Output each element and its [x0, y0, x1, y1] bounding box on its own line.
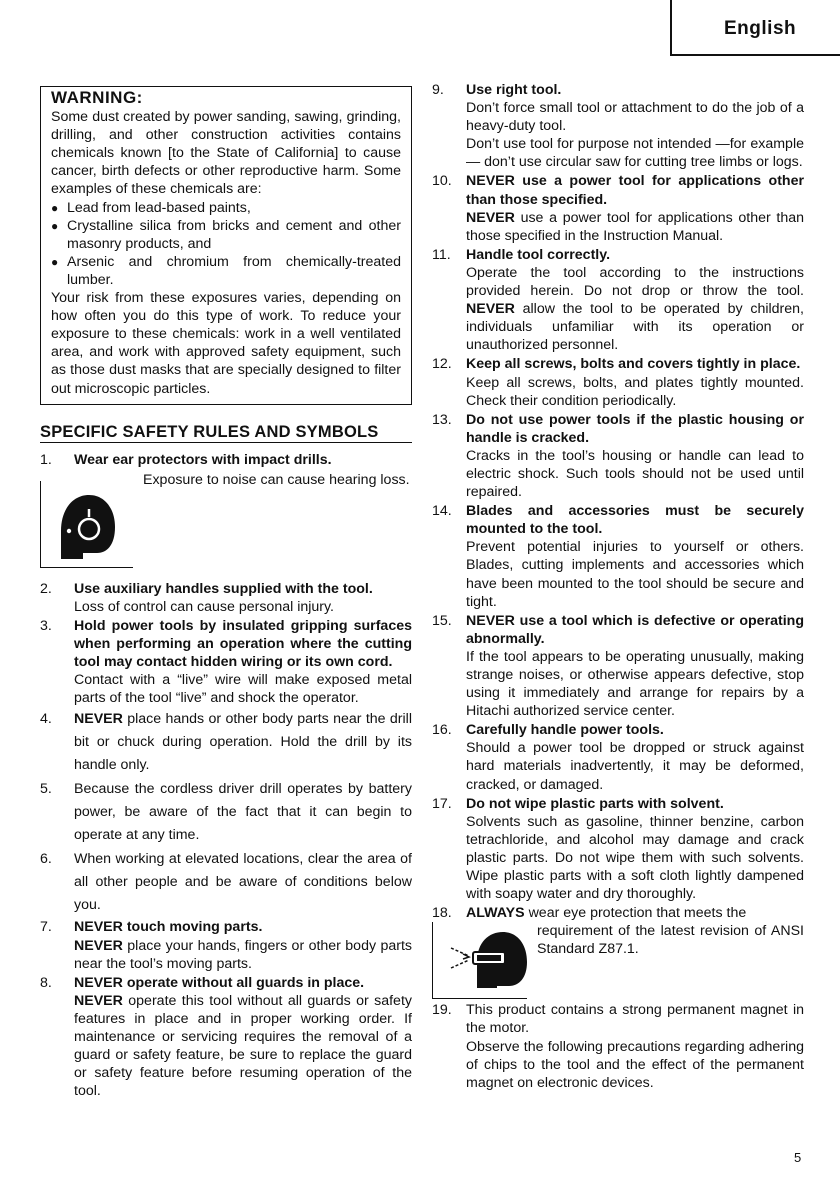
rule-item: 10. NEVER use a power tool for applications other than those specified. NEVER use a power tool for applications other than those specified in the Instruction Manual.	[432, 173, 804, 244]
rule-item: 11. Handle tool correctly. Operate the tool according to the instructions provided herein. Do not drop or throw the tool. NEVER allow the tool to be operated by children, individuals unfamiliar with its operation or unauthorized personnel.	[432, 246, 804, 354]
warning-bullet: ● Lead from lead-based paints,	[51, 199, 251, 216]
rule-item: 15. NEVER use a tool which is defective or operating abnormally. If the tool appears to be operating unusually, making strange noises, or otherwise appears defective, stop using it immediately and arrange for repairs by a Hitachi authorized service center.	[432, 612, 804, 720]
rule-item: 9. Use right tool. Don’t force small tool or attachment to do the job of a heavy-duty tool. Don’t use tool for purpose not intended —for example— don’t use circular saw for cutting tree limbs or logs.	[432, 82, 804, 171]
rule-item: 8. NEVER operate without all guards in place. NEVER operate this tool without all guards or safety features in place and in proper working order. If maintenance or servicing requires the removal of a guard or safety feature, be sure to replace the guard or safety feature before resuming operation of the tool.	[40, 974, 412, 1100]
warning-title: WARNING:	[51, 88, 143, 107]
rule-item: 6. When working at elevated locations, clear the area of all other people and be aware of conditions below you.	[40, 851, 412, 914]
rule-item: 18. ALWAYS wear eye protection that meets the requirement of the latest revision of ANSI Standard Z87.1.	[432, 904, 804, 999]
rule-item: 17. Do not wipe plastic parts with solvent. Solvents such as gasoline, thinner benzine, carbon tetrachloride, and alcohol may damage and crack plastic parts. Do not wipe them with such solvents. Wipe plastic parts with a soft cloth lightly dampened with soapy water and dry thoroughly.	[432, 795, 804, 903]
left-column	[40, 86, 412, 1100]
rule-text: requirement of the latest revision of ANSI Standard Z87.1.	[537, 923, 804, 958]
warning-intro: Some dust created by power sanding, sawing, grinding, drilling, and other construction activities contains chemicals known [to the State of California] to cause cancer, birth defects or other reproductive harm. Some examples of these chemicals are:	[51, 109, 401, 198]
right-column	[432, 80, 804, 1092]
rule-item: 19. This product contains a strong permanent magnet in the motor. Observe the following precautions regarding adhering of chips to the tool and the effect of the permanent magnet on electronic devices.	[432, 1002, 804, 1091]
rule-item: 14. Blades and accessories must be securely mounted to the tool. Prevent potential injuries to yourself or others. Blades, cutting implements and accessories which have been mounted to the tool should be secure and tight.	[432, 503, 804, 610]
ear-protection-icon	[40, 481, 133, 568]
rule-item: 5. Because the cordless driver drill operates by battery power, be aware of the fact that it can begin to operate at any time.	[40, 781, 412, 844]
rule-item: 16. Carefully handle power tools. Should a power tool be dropped or struck against hard materials inadvertently, it may be deformed, cracked, or damaged.	[432, 722, 804, 793]
rule-item: 1. Wear ear protectors with impact drills. Exposure to noise can cause hearing loss.	[40, 451, 412, 568]
bullet-icon: ●	[51, 200, 59, 215]
rule-item: 3. Hold power tools by insulated gripping surfaces when performing an operation where the cutting tool may contact hidden wiring or its own cord. Contact with a “live” wire will make exposed metal parts of the tool “live” and shock the operator.	[40, 617, 412, 707]
bullet-icon: ●	[51, 218, 59, 233]
warning-bullet: ● Crystalline silica from bricks and cement and other masonry products, and	[51, 217, 401, 252]
page-number: 5	[794, 1150, 802, 1165]
rule-item: 4. NEVER place hands or other body parts near the drill bit or chuck during operation. Hold the drill by its handle only.	[40, 711, 412, 774]
rule-item: 2. Use auxiliary handles supplied with the tool. Loss of control can cause personal injury.	[40, 580, 373, 615]
warning-box	[40, 86, 412, 405]
warning-bullet: ● Arsenic and chromium from chemically-treated lumber.	[51, 253, 401, 288]
warning-outro: Your risk from these exposures varies, depending on how often you do this type of work. To reduce your exposure to these chemicals: work in a well ventilated area, and work with approved safety equipment, such as those dust masks that are specially designed to filter out microscopic particles.	[51, 290, 401, 397]
rule-item: 7. NEVER touch moving parts. NEVER place your hands, fingers or other body parts near the tool’s moving parts.	[40, 919, 412, 972]
rule-item: 12. Keep all screws, bolts and covers tightly in place. Keep all screws, bolts, and plates tightly mounted. Check their condition periodically.	[432, 356, 804, 409]
language-label: English	[724, 18, 797, 39]
section-title: SPECIFIC SAFETY RULES AND SYMBOLS	[40, 423, 412, 443]
language-tab	[670, 0, 840, 56]
rule-text: Exposure to noise can cause hearing loss.	[143, 471, 410, 488]
eye-protection-icon	[432, 922, 527, 999]
bullet-icon: ●	[51, 254, 59, 269]
rule-item: 13. Do not use power tools if the plastic housing or handle is cracked. Cracks in the tool’s housing or handle can lead to electric shock. Such tools should not be used until repaired.	[432, 411, 804, 501]
